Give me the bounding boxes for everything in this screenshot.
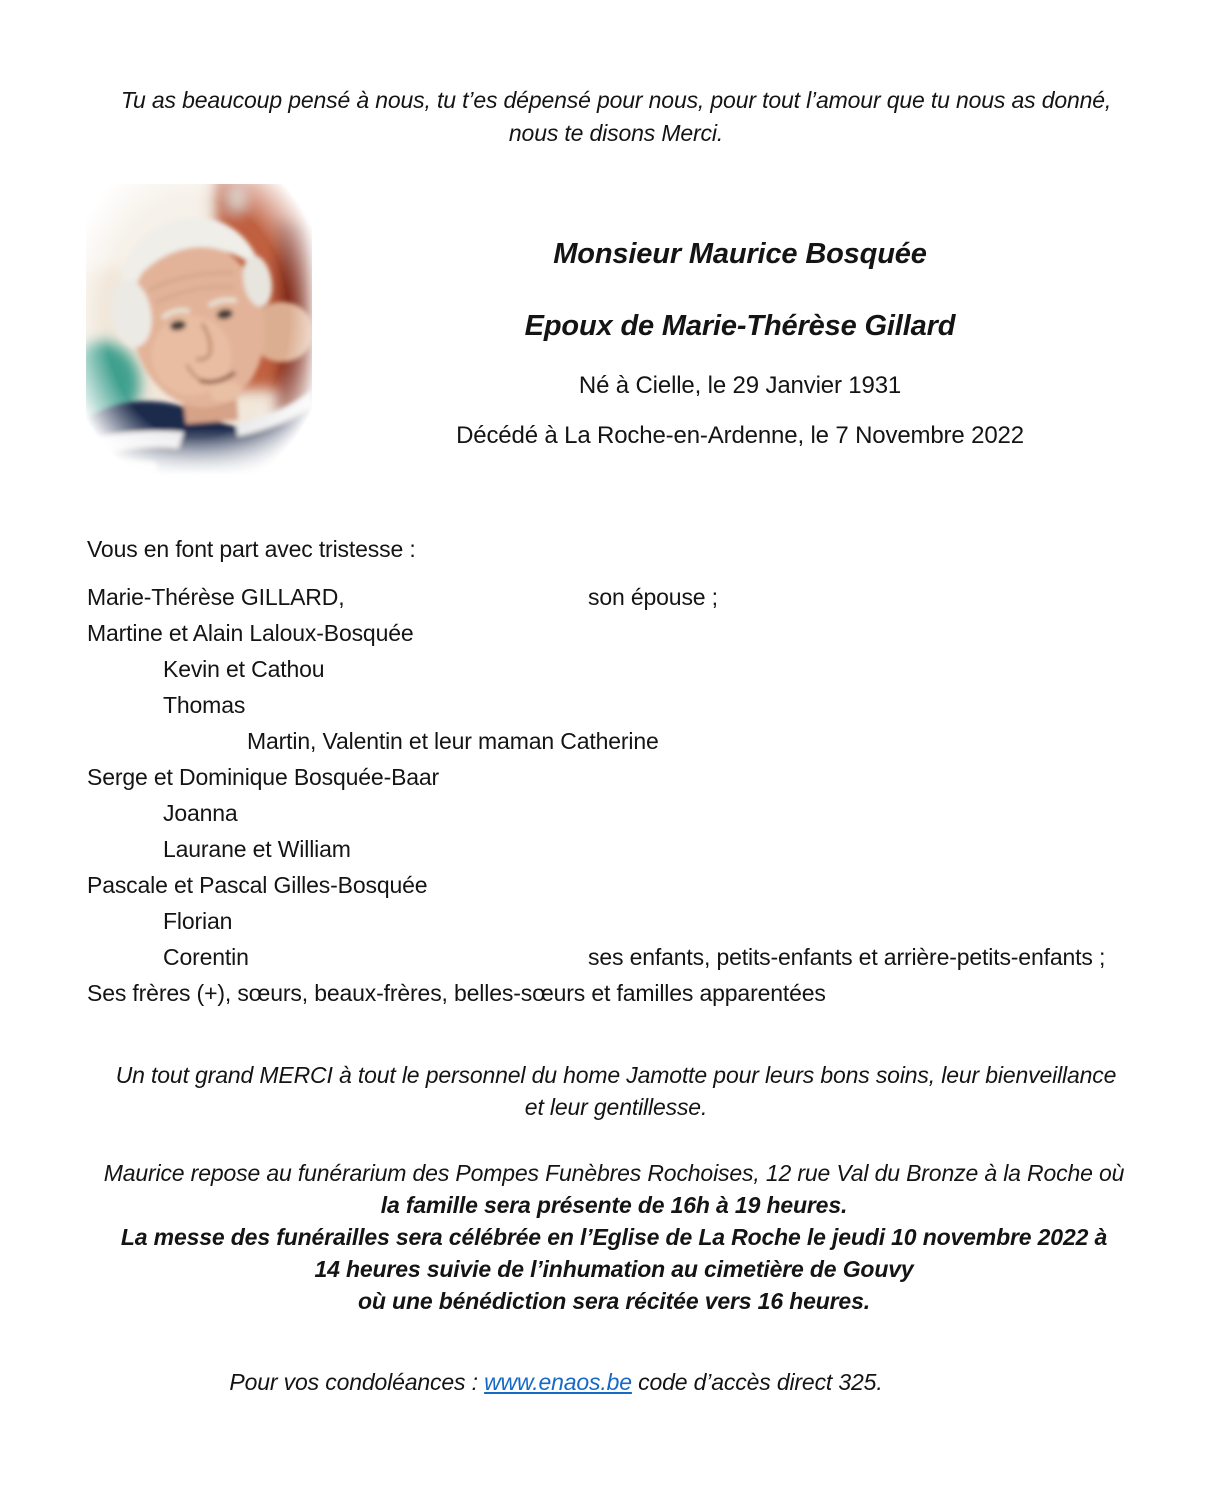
condolences-prefix: Pour vos condoléances : xyxy=(229,1369,485,1395)
thanks-line-2: et leur gentillesse. xyxy=(524,1094,708,1120)
family-row xyxy=(87,939,1187,975)
memorial-quote-line-2: nous te disons Merci. xyxy=(508,120,724,146)
family-member-name: Ses frères (+), sœurs, beaux-frères, belles-sœurs et familles apparentées xyxy=(87,980,826,1006)
family-row xyxy=(87,723,1187,759)
family-row xyxy=(87,759,1187,795)
condolences-suffix: code d’accès direct 325. xyxy=(631,1369,883,1395)
family-row xyxy=(87,795,1187,831)
memorial-quote-line-1: Tu as beaucoup pensé à nous, tu t’es dépensé pour nous, pour tout l’amour que tu nous as donné, xyxy=(120,87,1112,113)
deceased-name: Monsieur Maurice Bosquée xyxy=(553,238,927,270)
family-member-name: Martine et Alain Laloux-Bosquée xyxy=(87,620,414,646)
family-relationship-label: ses enfants, petits-enfants et arrière-petits-enfants ; xyxy=(588,944,1106,970)
deceased-death-line: Décédé à La Roche-en-Ardenne, le 7 Novembre 2022 xyxy=(456,422,1024,449)
family-member-name: Corentin xyxy=(163,944,249,970)
family-row xyxy=(87,975,1187,1011)
family-row xyxy=(87,687,1187,723)
portrait-photo xyxy=(86,184,312,476)
family-member-name: Martin, Valentin et leur maman Catherine xyxy=(247,728,659,754)
thanks-paragraph xyxy=(0,1059,1214,1123)
family-row xyxy=(87,651,1187,687)
deceased-birth-line: Né à Cielle, le 29 Janvier 1931 xyxy=(578,372,902,399)
funeral-burial-line: 14 heures suivie de l’inhumation au cimetière de Gouvy xyxy=(314,1256,914,1282)
family-member-name: Serge et Dominique Bosquée-Baar xyxy=(87,764,440,790)
family-list-intro: Vous en font part avec tristesse : xyxy=(87,536,416,562)
family-row xyxy=(87,903,1187,939)
family-list xyxy=(87,531,1187,1011)
deceased-title-block xyxy=(350,236,1130,451)
deceased-spouse-line: Epoux de Marie-Thérèse Gillard xyxy=(524,310,956,342)
funeral-mass-line: La messe des funérailles sera célébrée en l’Eglise de La Roche le jeudi 10 novembre 2022 à xyxy=(120,1224,1108,1250)
funeral-visiting-hours-line: la famille sera présente de 16h à 19 heures. xyxy=(380,1192,848,1218)
thanks-line-1: Un tout grand MERCI à tout le personnel du home Jamotte pour leurs bons soins, leur bienveillance xyxy=(115,1062,1117,1088)
funeral-details xyxy=(0,1157,1214,1317)
family-row xyxy=(87,579,1187,615)
family-row xyxy=(87,867,1187,903)
family-member-name: Pascale et Pascal Gilles-Bosquée xyxy=(87,872,428,898)
family-member-name: Marie-Thérèse GILLARD, xyxy=(87,584,345,610)
family-member-name: Thomas xyxy=(163,692,246,718)
family-relationship-label: son épouse ; xyxy=(588,584,718,610)
enaos-link[interactable]: www.enaos.be xyxy=(484,1369,632,1395)
family-member-name: Kevin et Cathou xyxy=(163,656,325,682)
family-member-name: Joanna xyxy=(163,800,238,826)
family-row xyxy=(87,831,1187,867)
memorial-quote xyxy=(0,84,1214,150)
family-row xyxy=(87,615,1187,651)
family-member-name: Laurane et William xyxy=(163,836,351,862)
family-member-name: Florian xyxy=(163,908,233,934)
condolences-line xyxy=(0,1368,1214,1396)
funeral-benediction-line: où une bénédiction sera récitée vers 16 heures. xyxy=(358,1288,870,1314)
funeral-repose-line: Maurice repose au funérarium des Pompes Funèbres Rochoises, 12 rue Val du Bronze à la Roche où xyxy=(103,1160,1125,1186)
